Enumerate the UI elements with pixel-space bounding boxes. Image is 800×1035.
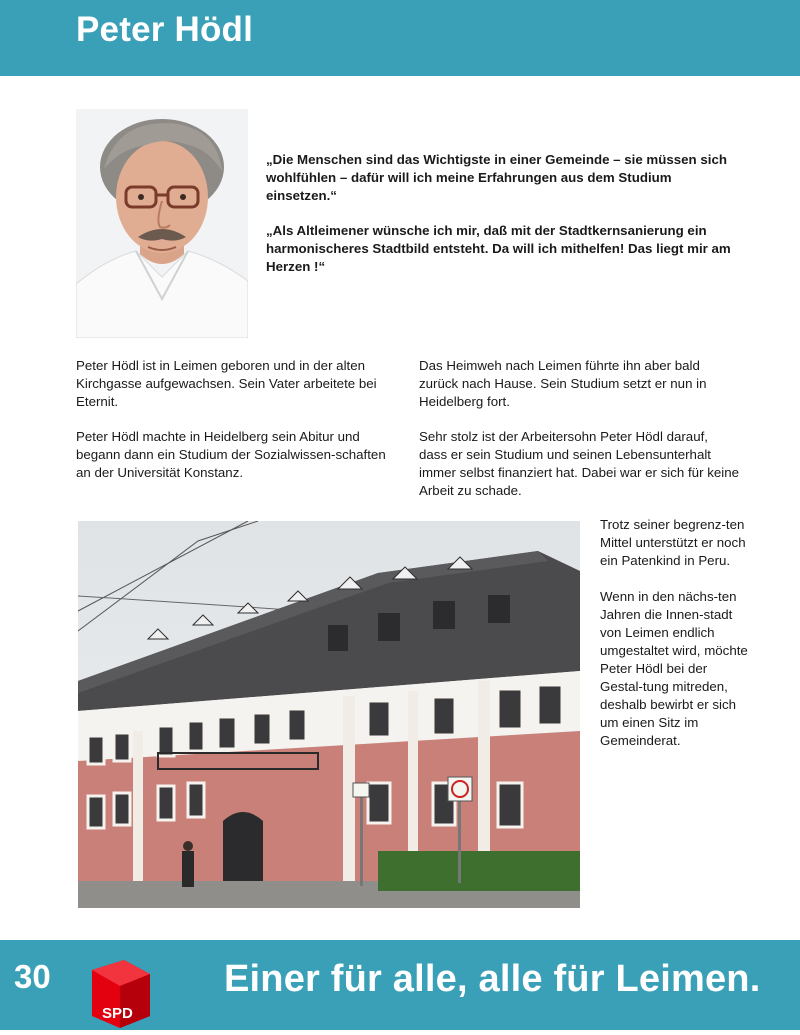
page-title: Peter Hödl [76,10,254,49]
paragraph: Peter Hödl machte in Heidelberg sein Abitur und begann dann ein Studium der Sozialwissen-schaften an der Universität Konstanz. [76,429,386,480]
paragraph: Sehr stolz ist der Arbeitersohn Peter Hödl darauf, dass er sein Studium und seinen Lebensunterhalt immer selbst finanziert hat. Dabei war er sich für keine Arbeit zu schade. [419,429,739,498]
spd-logo-text: SPD [102,1005,133,1022]
body-column-left [76,357,396,499]
paragraph: Wenn in den nächs-ten Jahren die Innen-stadt von Leimen endlich umgestaltet wird, möchte Peter Hödl bei der Gestal-tung mitreden, deshalb bewirbt er sich um einen Sitz im Gemeinderat. [600,589,748,748]
building-photo [78,521,580,908]
paragraph: Das Heimweh nach Leimen führte ihn aber bald zurück nach Hause. Sein Studium setzt er nun in Heidelberg fort. [419,358,707,409]
page-number: 30 [14,958,51,995]
spd-logo-icon [84,950,152,1030]
quote-1: „Die Menschen sind das Wichtigste in einer Gemeinde – sie müssen sich wohlfühlen – dafür will ich meine Erfahrungen aus dem Studium einsetzen.“ [266,152,727,203]
side-text [600,516,750,768]
paragraph: Peter Hödl ist in Leimen geboren und in der alten Kirchgasse aufgewachsen. Sein Vater arbeitete bei Eternit. [76,358,377,409]
paragraph: Trotz seiner begrenz-ten Mittel unterstützt er noch ein Patenkind in Peru. [600,517,746,568]
quote-2: „Als Altleimener wünsche ich mir, daß mit der Stadtkernsanierung ein harmonischeres Stadtbild entsteht. Da will ich mithelfen! Das liegt mir am Herzen !“ [266,223,731,274]
body-column-right [419,357,739,517]
portrait-photo [76,109,248,338]
slogan: Einer für alle, alle für Leimen. [224,958,761,1000]
